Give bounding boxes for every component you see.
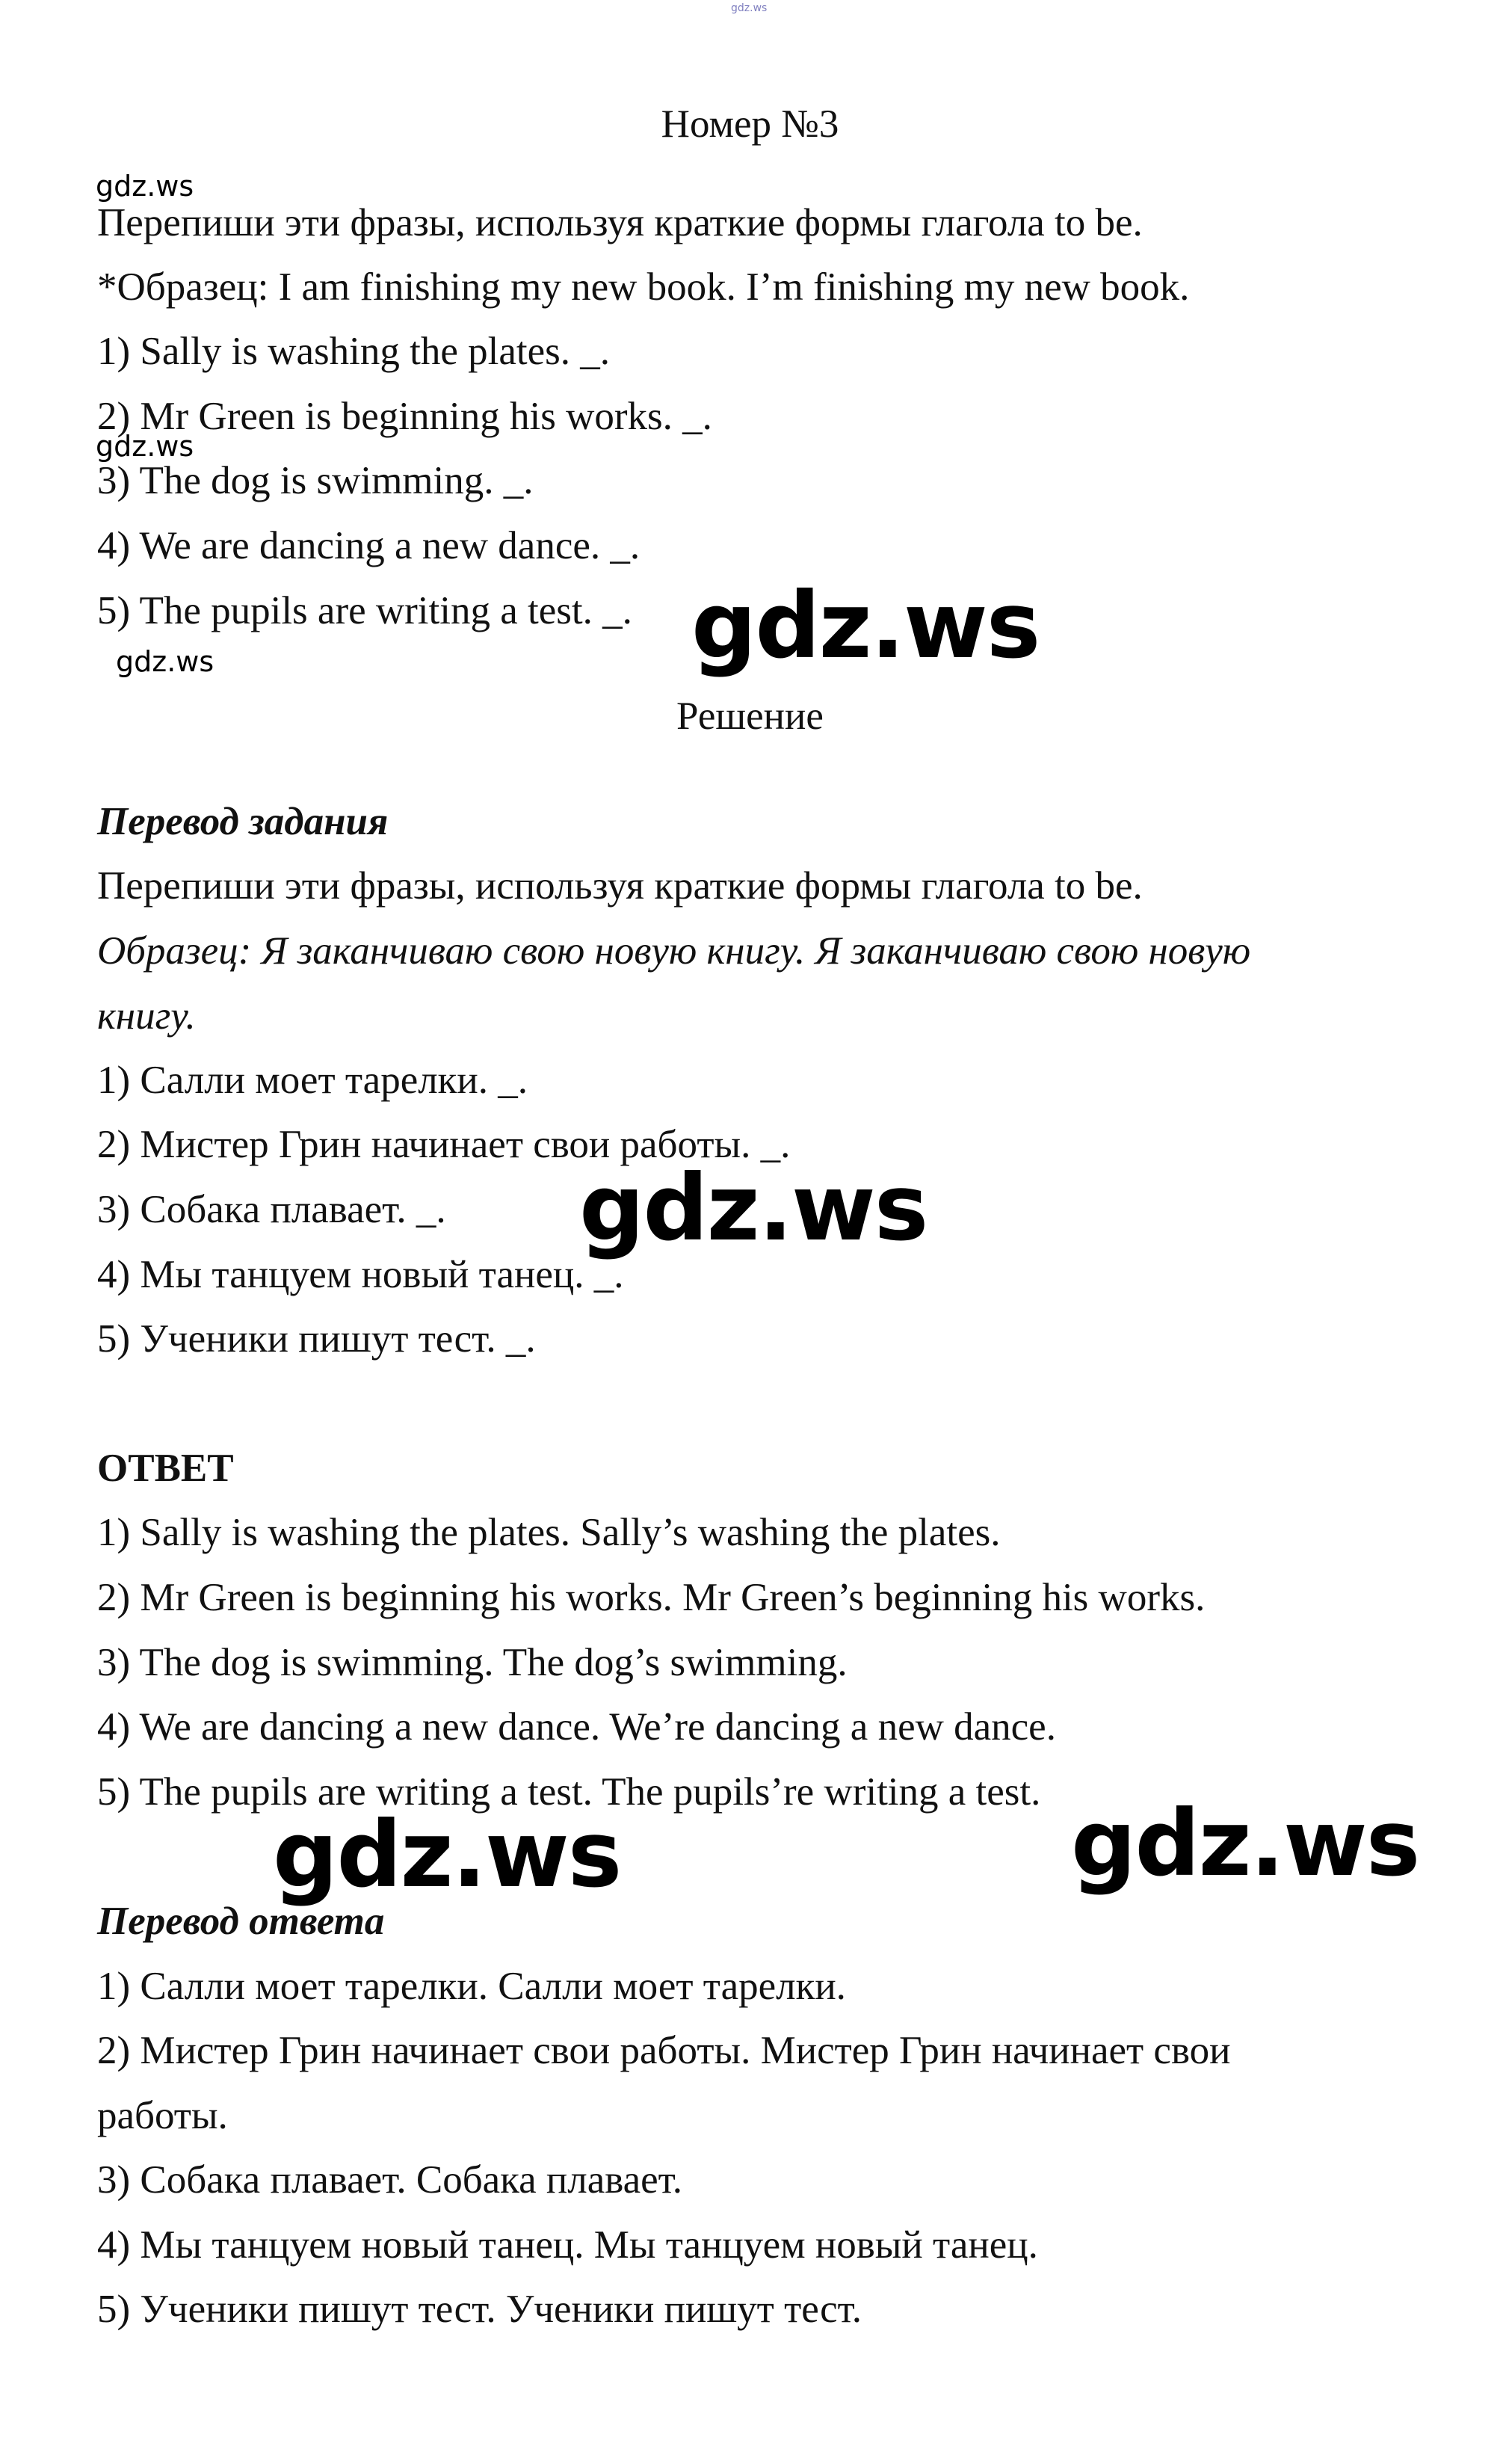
answer-item: 2) Mr Green is beginning his works. Mr Green’s beginning his works. [97,1576,1206,1619]
answer-item: 1) Sally is washing the plates. Sally’s washing the plates. [97,1511,1001,1554]
watermark-big: gdz.ws [1071,1790,1419,1897]
header-watermark: gdz.ws [731,2,768,14]
answer-item: 3) The dog is swimming. The dog’s swimming. [97,1641,848,1684]
watermark-small: gdz.ws [116,645,214,678]
watermark-small: gdz.ws [96,430,194,463]
task-item: 2) Mr Green is beginning his works. _. [97,395,712,438]
watermark-big: gdz.ws [691,573,1040,679]
translation-example-line: книгу. [97,994,196,1038]
watermark-big: gdz.ws [273,1802,621,1908]
translation-item: 1) Салли моет тарелки. _. [97,1059,528,1102]
translation-example-line: Образец: Я заканчиваю свою новую книгу. Я заканчиваю свою новую [97,929,1251,973]
answer-translation-heading: Перевод ответа [97,1900,385,1943]
answer-translation-item: 5) Ученики пишут тест. Ученики пишут тест. [97,2288,862,2331]
solution-label: Решение [676,694,824,738]
answer-translation-item: 1) Салли моет тарелки. Салли моет тарелки. [97,1965,846,2008]
answer-translation-item: 4) Мы танцуем новый танец. Мы танцуем новый танец. [97,2223,1038,2267]
translation-item: 2) Мистер Грин начинает свои работы. _. [97,1123,791,1166]
translation-item: 4) Мы танцуем новый танец. _. [97,1253,624,1296]
task-instruction: Перепиши эти фразы, используя краткие формы глагола to be. [97,201,1143,244]
watermark-small: gdz.ws [96,170,194,203]
translation-item: 5) Ученики пишут тест. _. [97,1317,536,1361]
translation-item: 3) Собака плавает. _. [97,1188,446,1231]
task-item: 1) Sally is washing the plates. _. [97,330,610,373]
task-example: *Образец: I am finishing my new book. I’m finishing my new book. [97,265,1190,309]
task-item: 5) The pupils are writing a test. _. [97,589,632,632]
answer-heading: ОТВЕТ [97,1447,234,1490]
translation-heading: Перевод задания [97,800,389,843]
answer-translation-item: 2) Мистер Грин начинает свои работы. Мистер Грин начинает свои [97,2029,1231,2072]
answer-translation-item: работы. [97,2094,228,2137]
page-title: Номер №3 [661,102,839,146]
answer-item: 5) The pupils are writing a test. The pupils’re writing a test. [97,1770,1041,1814]
watermark-big: gdz.ws [579,1155,928,1261]
answer-item: 4) We are dancing a new dance. We’re dancing a new dance. [97,1705,1056,1749]
task-item: 4) We are dancing a new dance. _. [97,524,641,567]
task-item: 3) The dog is swimming. _. [97,459,534,502]
answer-translation-item: 3) Собака плавает. Собака плавает. [97,2158,683,2202]
translation-instruction: Перепиши эти фразы, используя краткие формы глагола to be. [97,864,1143,908]
